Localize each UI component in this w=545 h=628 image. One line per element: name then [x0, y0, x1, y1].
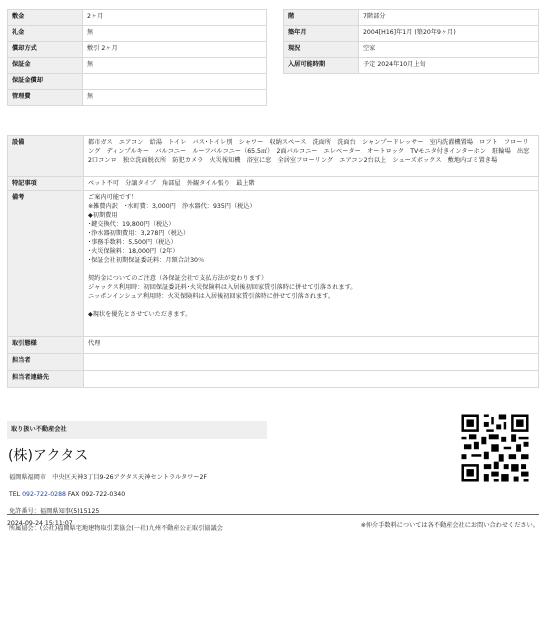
- row-label: 階: [284, 10, 359, 26]
- company-name: (株)アクタス: [8, 448, 89, 464]
- building-info-table: [283, 9, 539, 74]
- remarks: ご案内可能です！ ※雑費内訳 ･水町費：3,000円 浄水器代：935円（税込） ◆初期費用 ･鍵交換代：19,800円（税込） ･浄水器初期費用：3,278円（税込） ･事務手数料：5,500円（税込） ･火災保険料：18,000円（2年） ･保証会社初期保証委託料：月額合計30％ 契約金についてのご注意（各保証会社で支払方法が変わります） ジャックス利用時：初回保証委託料･火災保険料は入居後初回家賃引落時に併せて引落されます。 ニッポンインシュア利用時：火災保険料は入居後初回家賃引落時に併せて引落されます。 ◆現状を優先とさせていただきます。: [84, 191, 539, 337]
- table-row: [8, 10, 267, 26]
- staff-name: [84, 354, 539, 371]
- table-row: [284, 26, 539, 42]
- row-label: 設備: [8, 136, 84, 177]
- row-label: 特記事項: [8, 177, 84, 191]
- table-row: [284, 42, 539, 58]
- special-notes: ペット不可 分譲タイプ 角部屋 外観タイル張り 最上階: [84, 177, 539, 191]
- row-label: 備考: [8, 191, 84, 337]
- company-address: 福岡県福岡市 中央区天神3丁目9-26アクタス天神セントラルタワー2F: [9, 474, 207, 482]
- license-number: 免許番号：福岡県知事(5)15125: [9, 508, 100, 516]
- table-row: [8, 371, 539, 388]
- table-row: [8, 177, 539, 191]
- equipment-list: 都市ガス エアコン 給湯 トイレ バス･トイレ別 シャワー 収納スペース 洗面所 洗面台 シャンプードレッサー 室内洗濯機置場 ロフト フローリング ディンプルキー バルコニー ルーフバルコニー（65.5㎡） 2面バルコニー エレベーター オートロック TVモニタ付きインターホン 駐輪場 出窓 2口コンロ 独立洗面脱衣所 防犯カメラ 火災報知機 浴室に窓 全居室フローリング エアコン2台以上 シューズボックス 敷地内ゴミ置き場: [84, 136, 539, 177]
- print-timestamp: 2024-09-24 15:11:07: [7, 520, 73, 527]
- company-info: [9, 466, 223, 542]
- footer-divider: [7, 514, 539, 515]
- property-details-table: [7, 135, 539, 388]
- row-label: 保証金: [8, 58, 83, 74]
- table-row: [8, 90, 267, 106]
- row-value: 空家: [359, 42, 539, 58]
- row-value: 無: [83, 90, 267, 106]
- row-label: 担当者連絡先: [8, 371, 84, 388]
- row-label: 償却方式: [8, 42, 83, 58]
- footer-note: ※仲介手数料については各不動産会社にお問い合わせください。: [360, 522, 539, 529]
- row-label: 保証金償却: [8, 74, 83, 90]
- row-value: [83, 74, 267, 90]
- fax-number: FAX 092-722-0340: [65, 491, 126, 499]
- company-contact: [9, 491, 223, 499]
- row-label: 現況: [284, 42, 359, 58]
- tel-link[interactable]: 092-722-0288: [22, 491, 66, 499]
- qr-code: [459, 412, 531, 484]
- row-value: 敷引 2ヶ月: [83, 42, 267, 58]
- table-row: [8, 354, 539, 371]
- table-row: [284, 10, 539, 26]
- row-value: 無: [83, 58, 267, 74]
- row-value: 2ヶ月: [83, 10, 267, 26]
- row-label: 管理費: [8, 90, 83, 106]
- staff-contact: [84, 371, 539, 388]
- row-label: 取引態様: [8, 337, 84, 354]
- rent-terms-table: [7, 9, 267, 106]
- table-row: [8, 26, 267, 42]
- row-label: 礼金: [8, 26, 83, 42]
- association: 所属協会：(公社)福岡県宅地建物取引業協会(一社)九州不動産公正取引協議会: [9, 524, 223, 532]
- table-row: [8, 74, 267, 90]
- row-value: 予定 2024年10月上旬: [359, 58, 539, 74]
- row-label: 築年月: [284, 26, 359, 42]
- tel-label: TEL: [9, 491, 23, 499]
- table-row: [8, 58, 267, 74]
- row-value: 7階部分: [359, 10, 539, 26]
- table-row: [8, 136, 539, 177]
- row-label: 敷金: [8, 10, 83, 26]
- table-row: [8, 337, 539, 354]
- row-value: 2004[H16]年1月 (築20年9ヶ月): [359, 26, 539, 42]
- table-row: [284, 58, 539, 74]
- row-label: 担当者: [8, 354, 84, 371]
- table-row: [8, 191, 539, 337]
- table-row: [8, 42, 267, 58]
- transaction-type: 代理: [84, 337, 539, 354]
- row-value: 無: [83, 26, 267, 42]
- row-label: 入居可能時期: [284, 58, 359, 74]
- agency-section-title: 取り扱い不動産会社: [7, 421, 267, 439]
